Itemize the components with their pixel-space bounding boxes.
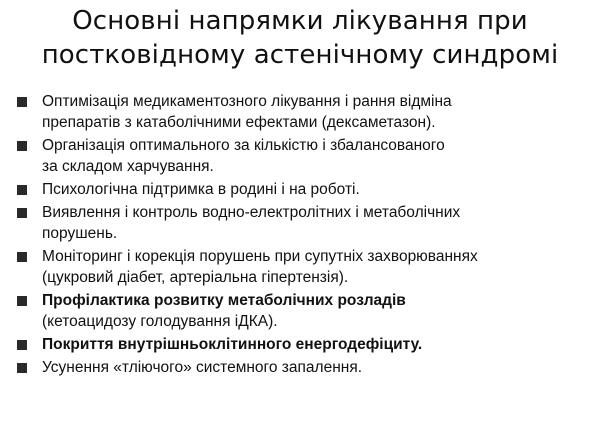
bullet-line: порушень. xyxy=(42,225,118,242)
slide-title xyxy=(0,4,600,72)
bullet-text xyxy=(42,334,594,355)
bullet-text xyxy=(42,357,594,378)
square-bullet-icon xyxy=(17,208,27,218)
bullet-text xyxy=(42,290,594,332)
bullet-line: Моніторинг і корекція порушень при супутніх захворюваннях xyxy=(42,248,478,265)
square-bullet-icon xyxy=(17,340,27,350)
bullet-text xyxy=(42,179,594,200)
bullet-text xyxy=(42,202,594,244)
bullet-line: Психологічна підтримка в родині і на роботі. xyxy=(42,181,360,198)
bullet-line: Виявлення і контроль водно-електролітних і метаболічних xyxy=(42,204,461,221)
square-bullet-icon xyxy=(17,252,27,262)
bullet-text xyxy=(42,135,594,177)
square-bullet-icon xyxy=(17,185,27,195)
title-line-2: постковідному астенічному синдромі xyxy=(41,40,559,70)
bullet-item-nutrition xyxy=(14,135,594,177)
bullet-line: (цукровий діабет, артеріальна гіпертензія). xyxy=(42,269,349,286)
bullet-item-energy-deficit xyxy=(14,334,594,355)
square-bullet-icon xyxy=(17,363,27,373)
bullet-line: Оптимізація медикаментозного лікування і рання відміна xyxy=(42,93,452,110)
square-bullet-icon xyxy=(17,296,27,306)
bullet-line: Організація оптимального за кількістю і збалансованого xyxy=(42,137,445,154)
title-line-1: Основні напрямки лікування при xyxy=(72,6,528,36)
bullet-list xyxy=(14,91,594,380)
bullet-line: препаратів з катаболічними ефектами (дексаметазон). xyxy=(42,114,436,131)
bullet-item-psychological-support xyxy=(14,179,594,200)
bullet-item-metabolic-prevention xyxy=(14,290,594,332)
bullet-line: (кетоацидозу голодування іДКА). xyxy=(42,313,278,330)
bullet-item-comorbidity-monitoring xyxy=(14,246,594,288)
square-bullet-icon xyxy=(17,97,27,107)
bullet-line-emphasis: Покриття внутрішньоклітинного енергодефіциту. xyxy=(42,336,423,353)
bullet-line: Усунення «тліючого» системного запалення. xyxy=(42,359,363,376)
bullet-text xyxy=(42,91,594,133)
bullet-item-inflammation xyxy=(14,357,594,378)
bullet-line-emphasis: Профілактика розвитку метаболічних розладів xyxy=(42,292,406,309)
bullet-text xyxy=(42,246,594,288)
bullet-item-electrolyte-control xyxy=(14,202,594,244)
bullet-item-drug-optimization xyxy=(14,91,594,133)
square-bullet-icon xyxy=(17,141,27,151)
bullet-line: за складом харчування. xyxy=(42,158,214,175)
